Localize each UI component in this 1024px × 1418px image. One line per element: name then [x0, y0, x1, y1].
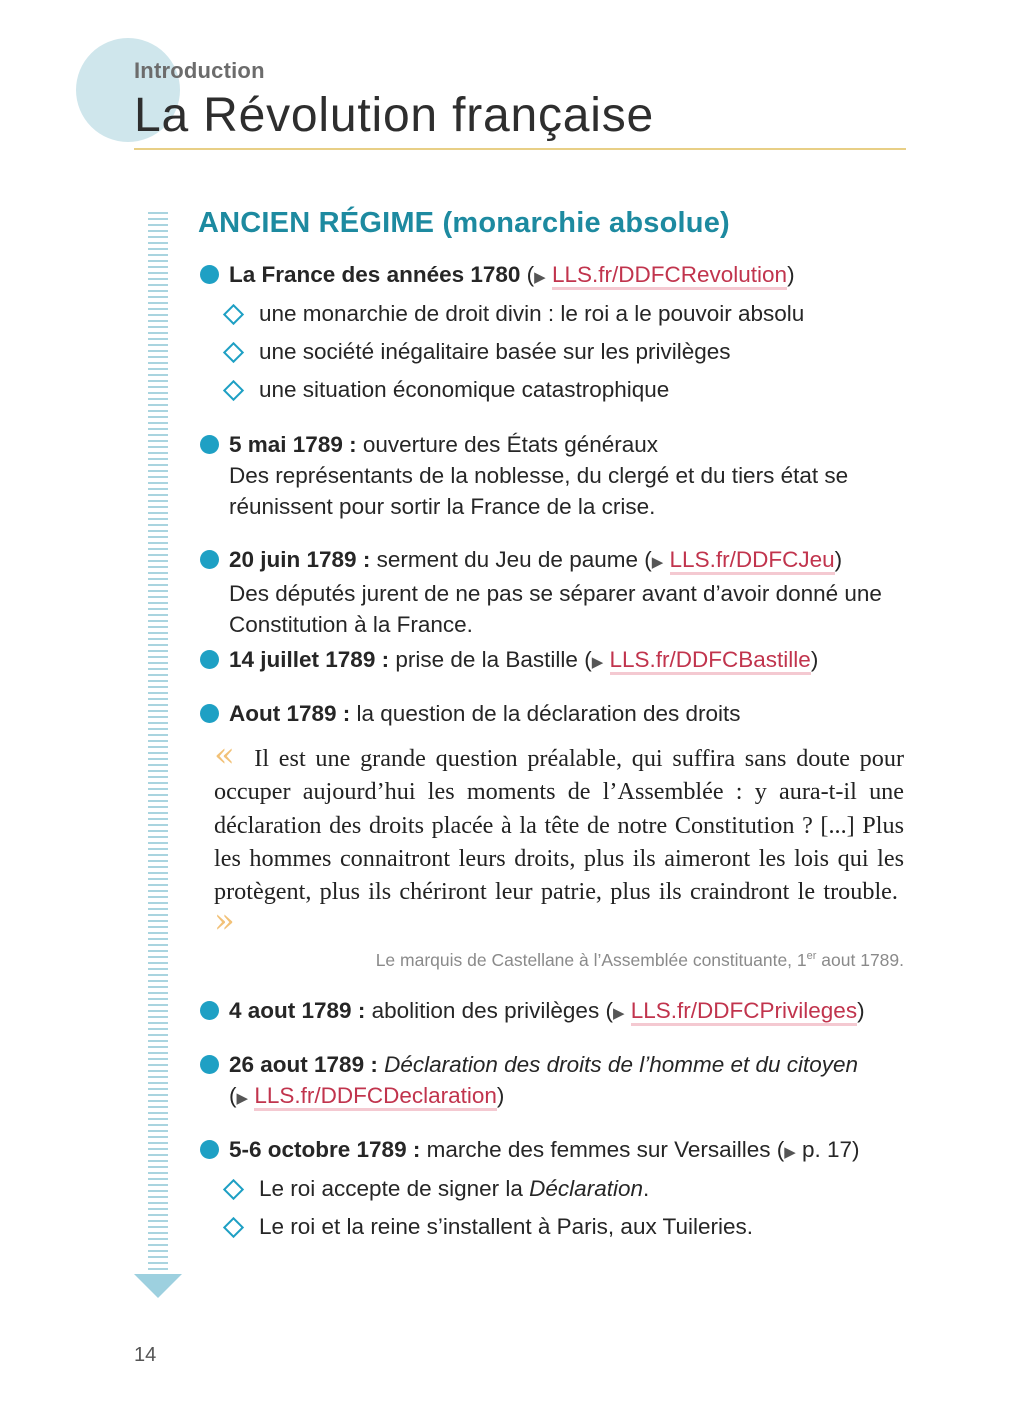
- link-jeu[interactable]: LLS.fr/DDFCJeu: [670, 547, 835, 575]
- play-icon: ▶: [612, 1005, 625, 1022]
- sub-item-text: une société inégalitaire basée sur les privilèges: [259, 339, 731, 364]
- entry-date: 4 aout 1789 :: [229, 998, 366, 1023]
- quote-close-icon: »: [214, 901, 235, 942]
- sub-item: [259, 374, 669, 405]
- diamond-bullet-icon: [223, 380, 244, 401]
- timeline-entry: [229, 544, 909, 640]
- sub-item: [259, 336, 731, 367]
- timeline-entry: [229, 1049, 909, 1114]
- entry-date: Aout 1789 :: [229, 701, 351, 726]
- entry-text-italic: Déclaration des droits de l’homme et du citoyen: [377, 1052, 859, 1077]
- entry-text: la question de la déclaration des droits: [350, 701, 741, 726]
- bullet-dot-icon: [200, 1140, 219, 1159]
- entry-date: 5-6 octobre 1789 :: [229, 1137, 421, 1162]
- quote-block: [214, 735, 904, 942]
- bullet-dot-icon: [200, 550, 219, 569]
- entry-text-open: (: [229, 1083, 237, 1108]
- link-declaration[interactable]: LLS.fr/DDFCDeclaration: [254, 1083, 497, 1111]
- page-reference[interactable]: p. 17: [795, 1137, 853, 1162]
- quote-source: [376, 950, 904, 971]
- diamond-bullet-icon: [223, 304, 244, 325]
- timeline-entry: [229, 259, 909, 293]
- bullet-dot-icon: [200, 1055, 219, 1074]
- play-icon: ▶: [784, 1144, 796, 1161]
- timeline-arrow-down-icon: [134, 1274, 182, 1298]
- sub-item: [259, 1173, 649, 1204]
- entry-text-close: ): [852, 1137, 860, 1162]
- entry-text-close: ): [857, 998, 865, 1023]
- title-divider: [134, 148, 906, 150]
- play-icon: ▶: [651, 554, 664, 571]
- entry-text-close: ): [496, 1083, 505, 1108]
- sub-item-italic: Déclaration: [529, 1176, 643, 1201]
- page-title: La Révolution française: [134, 89, 655, 142]
- entry-text-close: ): [787, 262, 795, 287]
- entry-date: 5 mai 1789 :: [229, 432, 357, 457]
- source-superscript: er: [806, 950, 817, 963]
- entry-detail: Des députés jurent de ne pas se séparer avant d’avoir donné une Constitution à la France.: [229, 581, 882, 637]
- timeline-entry: [229, 429, 909, 522]
- page-number: 14: [134, 1344, 157, 1366]
- diamond-bullet-icon: [223, 1179, 244, 1200]
- entry-date: La France des années 1780: [229, 262, 521, 287]
- entry-date: 20 juin 1789 :: [229, 547, 371, 572]
- bullet-dot-icon: [200, 1001, 219, 1020]
- sub-item: [259, 1211, 753, 1242]
- timeline-entry: [229, 995, 909, 1029]
- sub-item-text-end: .: [642, 1176, 650, 1201]
- sub-item-text: une monarchie de droit divin : le roi a le pouvoir absolu: [259, 301, 805, 326]
- bullet-dot-icon: [200, 265, 219, 284]
- link-privileges[interactable]: LLS.fr/DDFCPrivileges: [631, 998, 857, 1026]
- bullet-dot-icon: [200, 704, 219, 723]
- timeline-bar: [148, 212, 168, 1274]
- entry-text-close: ): [810, 647, 819, 672]
- entry-text: serment du Jeu de paume (: [370, 547, 652, 572]
- entry-date: 26 aout 1789 :: [229, 1052, 378, 1077]
- link-bastille[interactable]: LLS.fr/DDFCBastille: [610, 647, 811, 675]
- chapter-kicker: Introduction: [134, 58, 265, 83]
- entry-text: abolition des privilèges (: [365, 998, 613, 1023]
- sub-item-text: une situation économique catastrophique: [259, 377, 670, 402]
- timeline-entry: [229, 698, 909, 729]
- source-text: Le marquis de Castellane à l’Assemblée constituante, 1: [375, 950, 807, 970]
- bullet-dot-icon: [200, 650, 219, 669]
- sub-item-text: Le roi accepte de signer la: [259, 1176, 530, 1201]
- play-icon: ▶: [534, 269, 546, 286]
- play-icon: ▶: [591, 654, 604, 671]
- link-revolution[interactable]: LLS.fr/DDFCRevolution: [552, 262, 787, 290]
- entry-detail: Des représentants de la noblesse, du clergé et du tiers état se réunissent pour sortir la France de la crise.: [229, 463, 849, 519]
- bullet-dot-icon: [200, 435, 219, 454]
- diamond-bullet-icon: [223, 1217, 244, 1238]
- sub-item-text: Le roi et la reine s’installent à Paris, aux Tuileries.: [259, 1214, 753, 1239]
- diamond-bullet-icon: [223, 342, 244, 363]
- timeline-entry: [229, 644, 909, 678]
- play-icon: ▶: [236, 1090, 249, 1107]
- timeline-entry: [229, 1134, 909, 1168]
- entry-date: 14 juillet 1789 :: [229, 647, 390, 672]
- section-heading: ANCIEN RÉGIME (monarchie absolue): [198, 207, 730, 239]
- quote-text: Il est une grande question préalable, qui suffira sans doute pour occuper aujourd’hui les moments de l’Assemblée : y aura-t-il une déclaration des droits placée à la tête de notre Constitution ? [...] Plus les hommes connaitront leurs droits, plus ils aimeront les lois qui les protègent, plus ils chériront leur patrie, plus ils craindront le trouble.: [214, 745, 904, 906]
- entry-text: marche des femmes sur Versailles (: [420, 1137, 785, 1162]
- source-text-end: aout 1789.: [816, 950, 904, 970]
- sub-item: [259, 298, 804, 329]
- entry-text: (: [520, 262, 535, 287]
- entry-text-close: ): [834, 547, 843, 572]
- entry-text: ouverture des États généraux: [356, 432, 659, 457]
- quote-open-icon: «: [214, 735, 235, 775]
- entry-text: prise de la Bastille (: [389, 647, 592, 672]
